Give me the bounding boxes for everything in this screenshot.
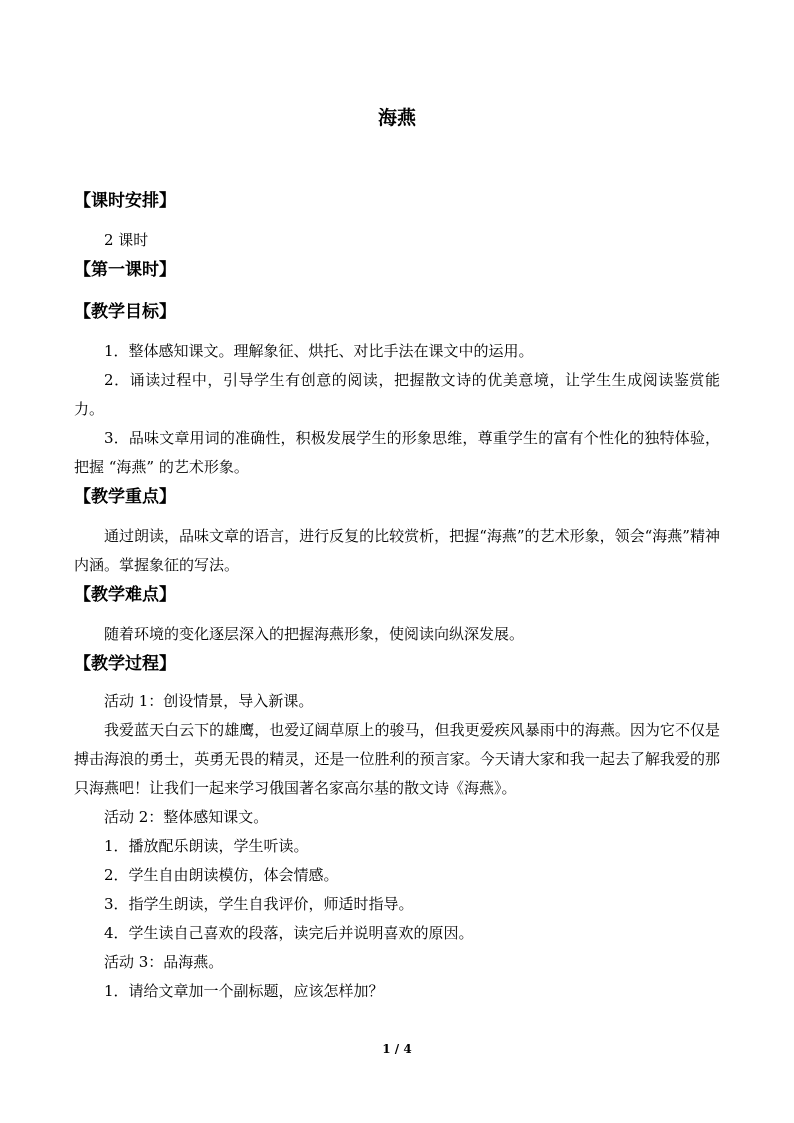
schedule-heading: 【课时安排】	[74, 191, 176, 211]
schedule-text: 2 课时	[104, 231, 149, 249]
document-title: 海燕	[377, 107, 416, 129]
goals-heading: 【教学目标】	[74, 302, 176, 322]
activity-2-item-1: 1．播放配乐朗读，学生听读。	[104, 837, 309, 855]
page-number: 1 / 4	[382, 1042, 412, 1056]
activity-2-item-2: 2．学生自由朗读模仿，体会情感。	[104, 866, 339, 884]
activity-2-item-3: 3．指学生朗读，学生自我评价，师适时指导。	[104, 895, 414, 913]
activity-3-title: 活动 3：品海燕。	[104, 953, 224, 971]
key-points-text: 通过朗读，品味文章的语言，进行反复的比较赏析，把握“海燕”的艺术形象，领会“海燕”精神内涵。掌握象征的写法。	[74, 527, 720, 574]
activity-1-text: 我爱蓝天白云下的雄鹰，也爱辽阔草原上的骏马，但我更爱疾风暴雨中的海燕。因为它不仅是搏击海浪的勇士，英勇无畏的精灵，还是一位胜利的预言家。今天请大家和我一起去了解我爱的那只海燕吧！让我们一起来学习俄国著名家高尔基的散文诗《海燕》。	[74, 721, 720, 797]
difficulties-text: 随着环境的变化逐层深入的把握海燕形象，使阅读向纵深发展。	[104, 625, 525, 643]
activity-2-item-4: 4．学生读自己喜欢的段落，读完后并说明喜欢的原因。	[104, 924, 474, 942]
goal-item-3: 3．品味文章用词的准确性，积极发展学生的形象思维，尊重学生的富有个性化的独特体验，把握 “海燕” 的艺术形象。	[74, 429, 720, 476]
activity-1-title: 活动 1：创设情景，导入新课。	[104, 692, 314, 710]
first-lesson-heading: 【第一课时】	[74, 260, 176, 280]
activity-3-item-1: 1．请给文章加一个副标题，应该怎样加？	[104, 982, 384, 1000]
difficulties-heading: 【教学难点】	[74, 585, 176, 605]
goal-item-1: 1．整体感知课文。理解象征、烘托、对比手法在课文中的运用。	[104, 342, 534, 360]
activity-2-title: 活动 2：整体感知课文。	[104, 808, 269, 826]
goal-item-2: 2．诵读过程中，引导学生有创意的阅读，把握散文诗的优美意境，让学生生成阅读鉴赏能力。	[74, 371, 720, 418]
document-body	[74, 186, 720, 1006]
key-points-heading: 【教学重点】	[74, 487, 176, 507]
process-heading: 【教学过程】	[74, 654, 176, 674]
